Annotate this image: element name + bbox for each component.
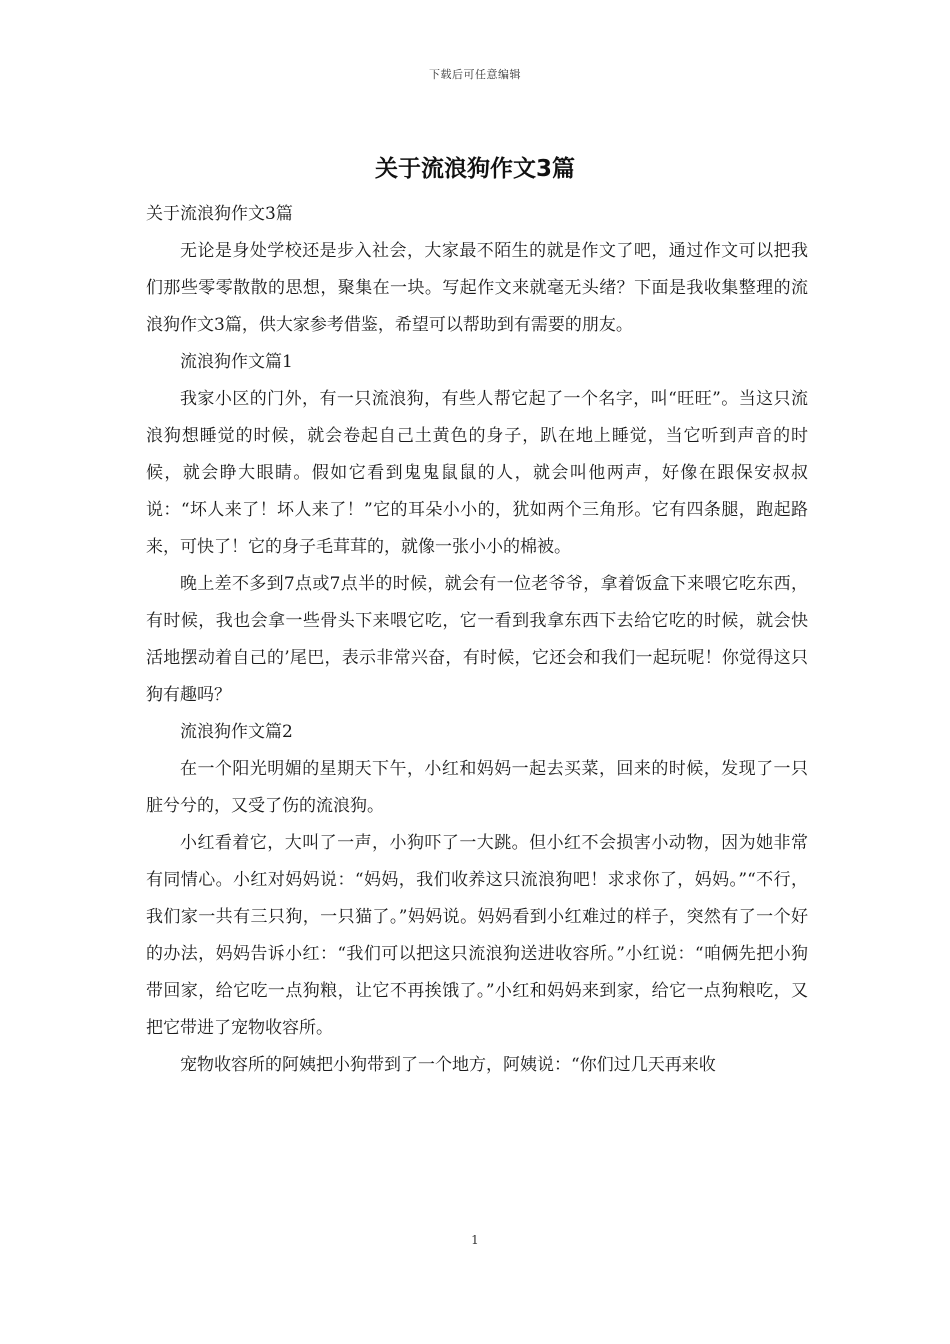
document-body [146,196,808,1084]
subtitle-line: 关于流浪狗作文3篇 [146,204,293,224]
body-paragraph: 我家小区的门外，有一只流浪狗，有些人帮它起了一个名字，叫“旺旺”。当这只流浪狗想睡觉的时候，就会卷起自己土黄色的身子，趴在地上睡觉，当它听到声音的时候，就会睁大眼睛。假如它看到鬼鬼鼠鼠的人，就会叫他两声，好像在跟保安叔叔说：“坏人来了！坏人来了！”它的耳朵小小的，犹如两个三角形。它有四条腿，跑起路来，可快了！它的身子毛茸茸的，就像一张小小的棉被。 [146,389,808,557]
body-paragraph: 宠物收容所的阿姨把小狗带到了一个地方，阿姨说：“你们过几天再来收 [180,1055,716,1075]
section-heading-1: 流浪狗作文篇1 [180,352,293,372]
body-paragraph: 在一个阳光明媚的星期天下午，小红和妈妈一起去买菜，回来的时候，发现了一只脏兮兮的，又受了伤的流浪狗。 [146,759,808,816]
intro-paragraph: 无论是身处学校还是步入社会，大家最不陌生的就是作文了吧，通过作文可以把我们那些零零散散的思想，聚集在一块。写起作文来就毫无头绪？下面是我收集整理的流浪狗作文3篇，供大家参考借鉴，希望可以帮助到有需要的朋友。 [146,241,808,335]
page-header: 下载后可任意编辑 [429,68,521,81]
page-number: 1 [471,1233,479,1247]
body-paragraph: 晚上差不多到7点或7点半的时候，就会有一位老爷爷，拿着饭盒下来喂它吃东西，有时候，我也会拿一些骨头下来喂它吃，它一看到我拿东西下去给它吃的时候，就会快活地摆动着自己的’尾巴，表示非常兴奋，有时候，它还会和我们一起玩呢！你觉得这只狗有趣吗？ [146,574,808,705]
document-title: 关于流浪狗作文3篇 [374,156,575,182]
body-paragraph: 小红看着它，大叫了一声，小狗吓了一大跳。但小红不会损害小动物，因为她非常有同情心。小红对妈妈说：“妈妈，我们收养这只流浪狗吧！求求你了，妈妈。”“不行，我们家一共有三只狗，一只猫了。”妈妈说。妈妈看到小红难过的样子，突然有了一个好的办法，妈妈告诉小红：“我们可以把这只流浪狗送进收容所。”小红说：“咱俩先把小狗带回家，给它吃一点狗粮，让它不再挨饿了。”小红和妈妈来到家，给它一点狗粮吃，又把它带进了宠物收容所。 [146,833,808,1038]
section-heading-2: 流浪狗作文篇2 [180,722,293,742]
